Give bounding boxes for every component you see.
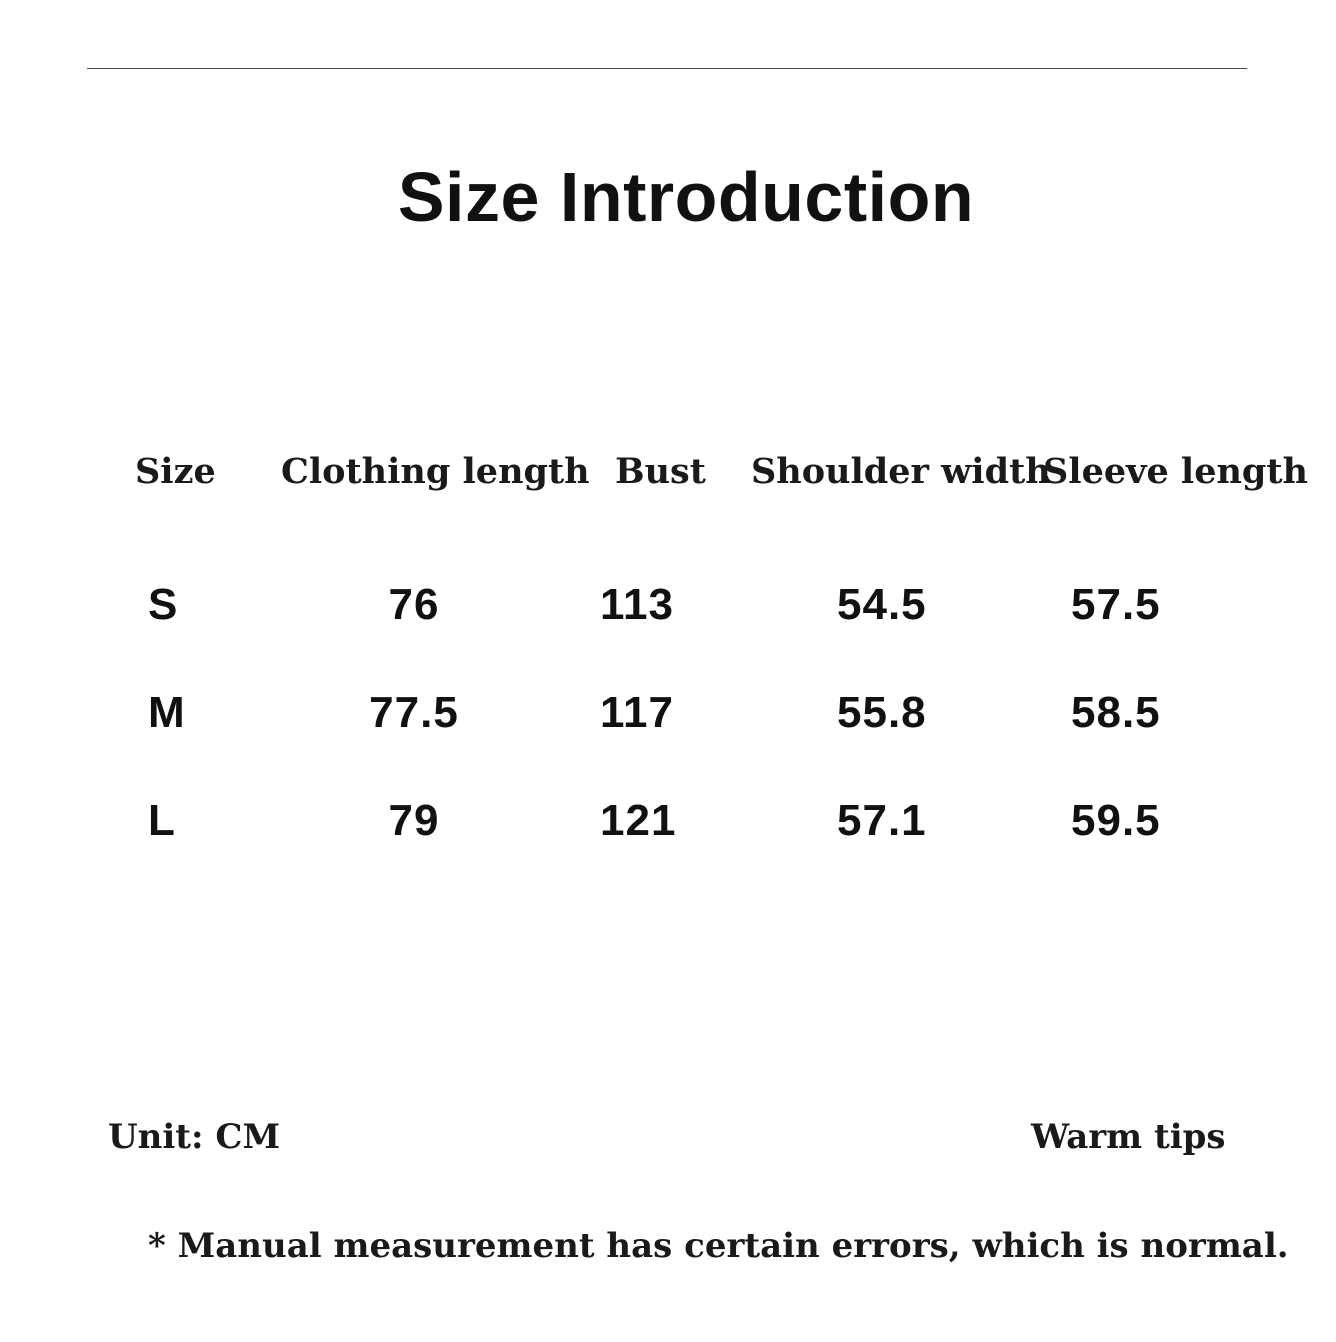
unit-label: Unit: CM <box>108 1117 281 1157</box>
cell-size: M <box>148 688 186 737</box>
header-sleeve-length: Sleeve length <box>1043 451 1308 492</box>
cell-clothing-length: 76 <box>388 580 440 629</box>
warm-tips-label: Warm tips <box>1031 1117 1226 1157</box>
cell-sleeve-length: 59.5 <box>1071 796 1161 845</box>
cell-sleeve-length: 57.5 <box>1071 580 1161 629</box>
cell-size: L <box>148 796 176 845</box>
top-divider <box>87 68 1247 69</box>
measurement-note: * Manual measurement has certain errors, which is normal. <box>148 1226 1289 1266</box>
cell-sleeve-length: 58.5 <box>1071 688 1161 737</box>
cell-shoulder-width: 55.8 <box>837 688 927 737</box>
header-clothing-length: Clothing length <box>281 451 590 492</box>
header-bust: Bust <box>615 451 706 492</box>
cell-bust: 121 <box>600 796 677 845</box>
cell-bust: 113 <box>600 580 674 629</box>
cell-shoulder-width: 57.1 <box>837 796 927 845</box>
header-size: Size <box>135 451 216 492</box>
header-shoulder-width: Shoulder width <box>751 451 1051 492</box>
page-title: Size Introduction <box>397 158 975 236</box>
cell-clothing-length: 79 <box>388 796 440 845</box>
cell-size: S <box>148 580 179 629</box>
cell-shoulder-width: 54.5 <box>837 580 927 629</box>
cell-bust: 117 <box>600 688 674 737</box>
cell-clothing-length: 77.5 <box>369 688 459 737</box>
